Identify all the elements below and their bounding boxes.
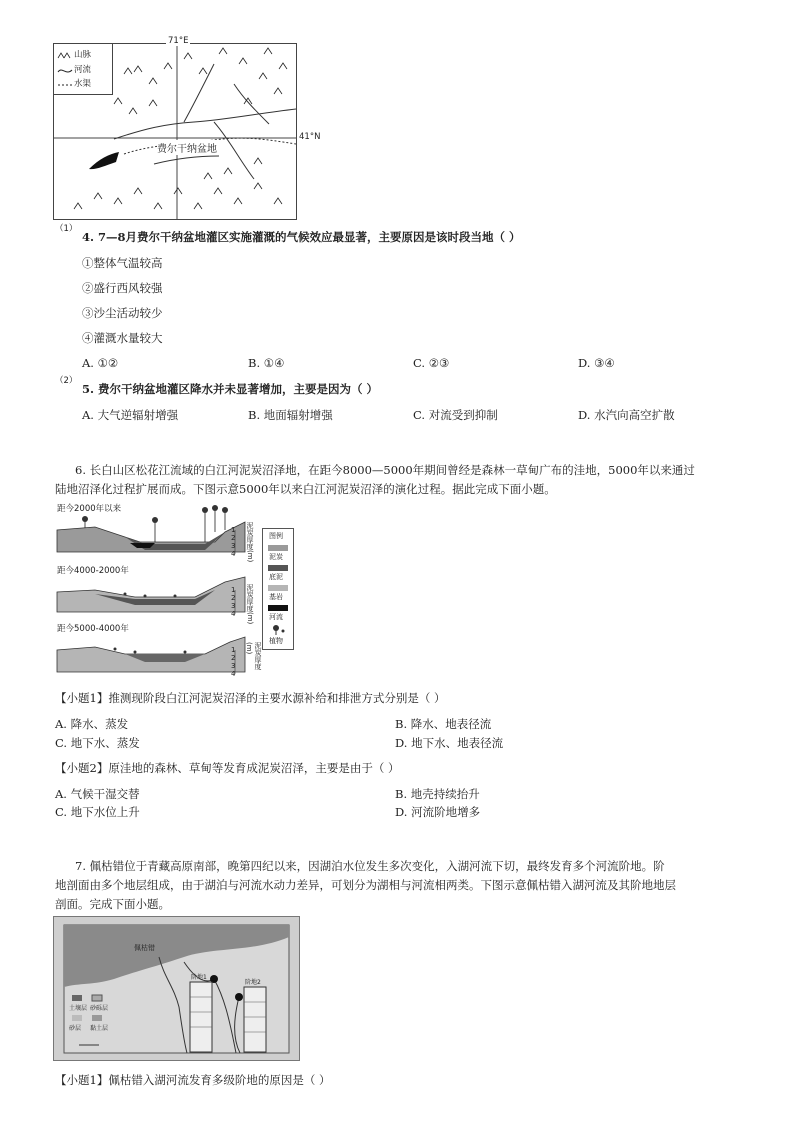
q4-item-1: ①整体气温较高 <box>82 256 163 270</box>
panel-label-1: 距今2000年以来 <box>57 504 122 514</box>
photo-legend-gravel: 砂砾层 <box>90 1005 109 1012</box>
legend-swatch-bedrock <box>268 585 288 591</box>
terrace-2-label: 阶地2 <box>245 979 261 986</box>
photo-legend-soil: 土壤层 <box>69 1005 88 1012</box>
peiku-lake-figure <box>53 916 300 1061</box>
q7-intro-line1: 7. 佩枯错位于青藏高原南部，晚第四纪以来，因湖泊水位发生多次变化，入湖河流下切，最终发育多个河流阶地。阶 <box>75 859 665 873</box>
q4-number: （1） <box>55 224 78 234</box>
depth-label-2: 泥炭厚度(m) <box>246 584 254 625</box>
q4-item-3: ③沙尘活动较少 <box>82 306 163 320</box>
q7-intro-line3: 剖面。完成下面小题。 <box>55 897 170 911</box>
tick-1c: 1 <box>231 646 236 654</box>
lake-name-label: 佩枯错 <box>134 944 155 952</box>
legend-swatch-mud <box>268 565 288 571</box>
q5-option-c[interactable]: C. 对流受到抑制 <box>413 408 498 422</box>
lake-terrace-drawing <box>54 917 299 1060</box>
tick-1b: 1 <box>231 586 236 594</box>
photo-legend-sand: 砂层 <box>69 1025 82 1032</box>
fergana-basin-map <box>53 36 321 220</box>
legend-symbols <box>57 48 73 90</box>
q4-stem: 4. 7—8月费尔干纳盆地灌区实施灌溉的气候效应最显著，主要原因是该时段当地（ ） <box>82 230 521 244</box>
map-legend <box>54 44 113 95</box>
q6-sub1-option-c[interactable]: C. 地下水、蒸发 <box>55 736 140 750</box>
q4-option-c[interactable]: C. ②③ <box>413 356 450 370</box>
q6-sub2-stem: 【小题2】原洼地的森林、草甸等发育成泥炭沼泽，主要是由于（ ） <box>55 761 400 775</box>
q6-intro-line1: 6. 长白山区松花江流域的白江河泥炭沼泽地，在距今8000—5000年期间曾经是森林一草甸广布的洼地，5000年以来通过 <box>75 463 695 477</box>
panel-label-2: 距今4000-2000年 <box>57 566 129 576</box>
tick-1a: 1 <box>231 526 236 534</box>
depth-label-1: 泥炭厚度(m) <box>246 522 254 563</box>
tick-3b: 3 <box>231 602 236 610</box>
q6-sub1-stem: 【小题1】推测现阶段白江河泥炭沼泽的主要水源补给和排泄方式分别是（ ） <box>55 691 446 705</box>
q4-option-b[interactable]: B. ①④ <box>248 356 285 370</box>
peat-evolution-figure <box>55 502 295 680</box>
map-latitude-label: 41°N <box>299 132 321 142</box>
q5-number: （2） <box>55 376 78 386</box>
legend-swatch-river <box>268 605 288 611</box>
legend-swatch-peat <box>268 545 288 551</box>
legend-peat: 泥炭 <box>269 553 283 561</box>
q4-item-4: ④灌溉水量较大 <box>82 331 163 345</box>
tick-3c: 3 <box>231 662 236 670</box>
q6-sub2-option-a[interactable]: A. 气候干湿交替 <box>55 787 140 801</box>
map-basin-label: 费尔干纳盆地 <box>157 140 217 155</box>
q4-option-a[interactable]: A. ①② <box>82 356 119 370</box>
photo-legend-clay: 黏土层 <box>90 1025 109 1032</box>
panel-label-3: 距今5000-4000年 <box>57 624 129 634</box>
tick-3a: 3 <box>231 542 236 550</box>
q5-option-a[interactable]: A. 大气逆辐射增强 <box>82 408 179 422</box>
q4-item-2: ②盛行西风较强 <box>82 281 163 295</box>
q6-sub1-option-a[interactable]: A. 降水、蒸发 <box>55 717 129 731</box>
legend-bedrock: 基岩 <box>269 593 283 601</box>
q6-sub1-option-b[interactable]: B. 降水、地表径流 <box>395 717 492 731</box>
legend-mountain: 山脉 <box>74 50 92 60</box>
q6-sub2-option-c[interactable]: C. 地下水位上升 <box>55 805 140 819</box>
tick-4c: 4 <box>231 670 236 678</box>
tree-icon <box>271 625 287 635</box>
tick-2b: 2 <box>231 594 236 602</box>
terrace-1-label: 阶地1 <box>191 974 207 981</box>
q6-intro-line2: 陆地沼泽化过程扩展而成。下图示意5000年以来白江河泥炭沼泽的演化过程。据此完成下面小题。 <box>55 482 556 496</box>
tick-4b: 4 <box>231 610 236 618</box>
q6-sub2-option-d[interactable]: D. 河流阶地增多 <box>395 805 481 819</box>
q5-option-b[interactable]: B. 地面辐射增强 <box>248 408 333 422</box>
legend-canal: 水渠 <box>74 79 92 89</box>
peat-legend <box>262 528 294 650</box>
legend-river-item: 河流 <box>269 613 283 621</box>
q6-sub1-option-d[interactable]: D. 地下水、地表径流 <box>395 736 504 750</box>
q7-intro-line2: 地剖面由多个地层组成，由于湖泊与河流水动力差异，可划分为湖相与河流相两类。下图示意佩枯错入湖河流及其阶地地层 <box>55 878 676 892</box>
map-longitude-label: 71°E <box>168 36 189 46</box>
q5-stem: 5. 费尔干纳盆地灌区降水并未显著增加，主要是因为（ ） <box>82 382 379 396</box>
tick-4a: 4 <box>231 550 236 558</box>
legend-title: 图例 <box>269 532 283 540</box>
legend-mud: 底泥 <box>269 573 283 581</box>
q6-sub2-option-b[interactable]: B. 地壳持续抬升 <box>395 787 480 801</box>
legend-plant: 植物 <box>269 637 283 645</box>
q7-sub1-stem: 【小题1】佩枯错入湖河流发育多级阶地的原因是（ ） <box>55 1073 331 1087</box>
q5-option-d[interactable]: D. 水汽向高空扩散 <box>578 408 675 422</box>
depth-label-3: 泥炭厚度(m) <box>245 642 262 670</box>
tick-2a: 2 <box>231 534 236 542</box>
q4-option-d[interactable]: D. ③④ <box>578 356 615 370</box>
legend-river: 河流 <box>74 65 92 75</box>
tick-2c: 2 <box>231 654 236 662</box>
